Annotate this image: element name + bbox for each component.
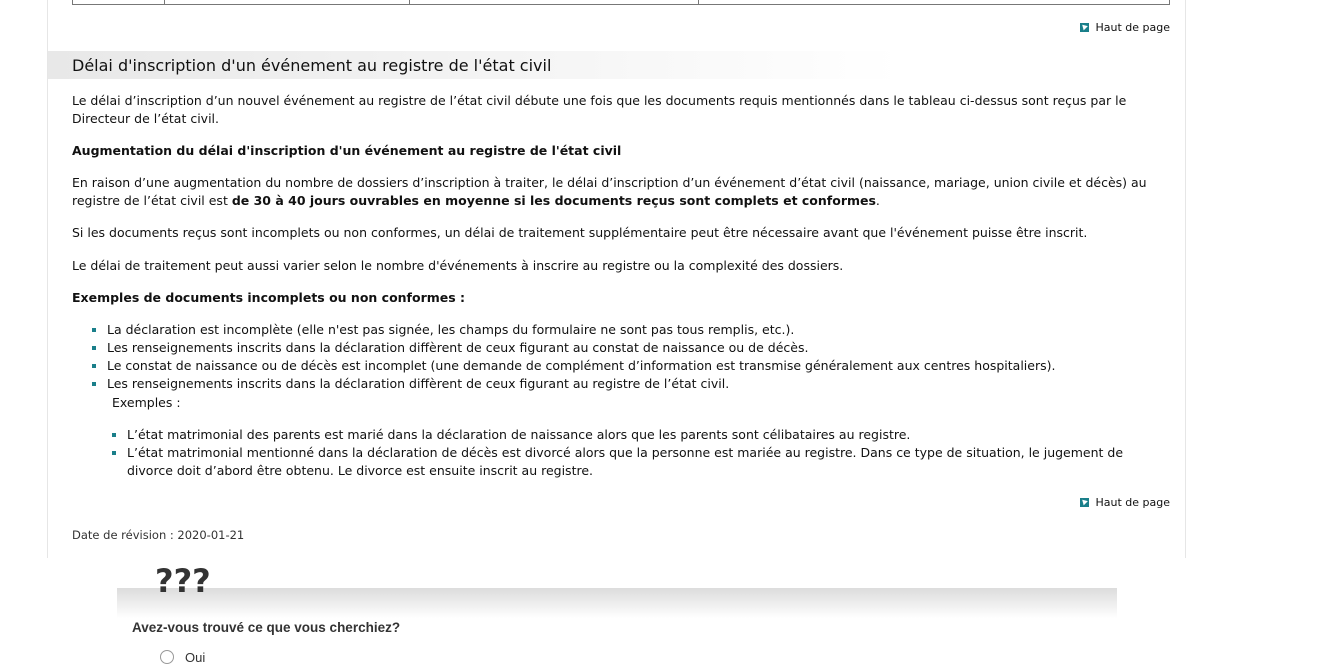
table-column-divider — [409, 0, 410, 4]
feedback-yes-label[interactable]: Oui — [185, 650, 206, 665]
delay-text: En raison d’une augmentation du nombre de dossiers d’inscription à traiter, le délai d’inscription d’un événement d’état civil (naissance, mariage, union civile et décès) au registre de l’état civil est — [72, 175, 1147, 208]
delay-paragraph — [72, 174, 1170, 210]
examples-label: Exemples : — [112, 395, 181, 410]
section-header — [48, 51, 1185, 79]
list-item: Les renseignements inscrits dans la déclaration diffèrent de ceux figurant au constat de naissance ou de décès. — [92, 339, 1152, 357]
back-to-top-icon — [1080, 498, 1089, 507]
delay-emphasis: de 30 à 40 jours ouvrables en moyenne si les documents reçus sont complets et conformes — [231, 193, 876, 208]
feedback-banner — [117, 588, 1117, 618]
table-column-divider — [164, 0, 165, 4]
back-to-top-link[interactable] — [1080, 21, 1170, 34]
examples-heading: Exemples de documents incomplets ou non conformes : — [72, 290, 466, 305]
sub-examples-list — [112, 426, 1142, 480]
list-item: Le constat de naissance ou de décès est incomplet (une demande de complément d’information est transmise généralement aux centres hospitaliers). — [92, 357, 1152, 375]
back-to-top-icon — [1080, 23, 1089, 32]
list-item: La déclaration est incomplète (elle n'est pas signée, les champs du formulaire ne sont pas tous remplis, etc.). — [92, 321, 1152, 339]
examples-list — [92, 321, 1152, 393]
subheading: Augmentation du délai d'inscription d'un événement au registre de l'état civil — [72, 143, 622, 158]
back-to-top-label: Haut de page — [1095, 21, 1170, 34]
list-item: L’état matrimonial mentionné dans la déclaration de décès est divorcé alors que la personne est mariée au registre. Dans ce type de situation, le jugement de divorce doit d’abord être obtenu. Le divorce est ensuite inscrit au registre. — [112, 444, 1142, 480]
incomplete-paragraph: Si les documents reçus sont incomplets ou non conformes, un délai de traitement supplémentaire peut être nécessaire avant que l'événement puisse être inscrit. — [72, 225, 1088, 240]
feedback-question: Avez-vous trouvé ce que vous cherchiez? — [132, 620, 401, 635]
back-to-top-label: Haut de page — [1095, 496, 1170, 509]
variation-paragraph: Le délai de traitement peut aussi varier selon le nombre d'événements à inscrire au registre ou la complexité des dossiers. — [72, 258, 844, 273]
feedback-yes-radio[interactable] — [160, 650, 174, 664]
table-column-divider — [698, 0, 699, 4]
back-to-top-link[interactable] — [1080, 496, 1170, 509]
table-bottom-edge — [72, 0, 1170, 5]
question-marks-icon: ??? — [155, 562, 211, 600]
list-item: L’état matrimonial des parents est marié dans la déclaration de naissance alors que les parents sont célibataires au registre. — [112, 426, 1142, 444]
delay-text-end: . — [875, 193, 880, 208]
list-item: Les renseignements inscrits dans la déclaration diffèrent de ceux figurant au registre de l’état civil. — [92, 375, 1152, 393]
section-title: Délai d'inscription d'un événement au registre de l'état civil — [72, 56, 552, 75]
intro-paragraph: Le délai d’inscription d’un nouvel événement au registre de l’état civil débute une fois que les documents requis mentionnés dans le tableau ci-dessus sont reçus par le Directeur de l’état civil. — [72, 93, 1127, 126]
revision-date: Date de révision : 2020-01-21 — [72, 528, 245, 542]
